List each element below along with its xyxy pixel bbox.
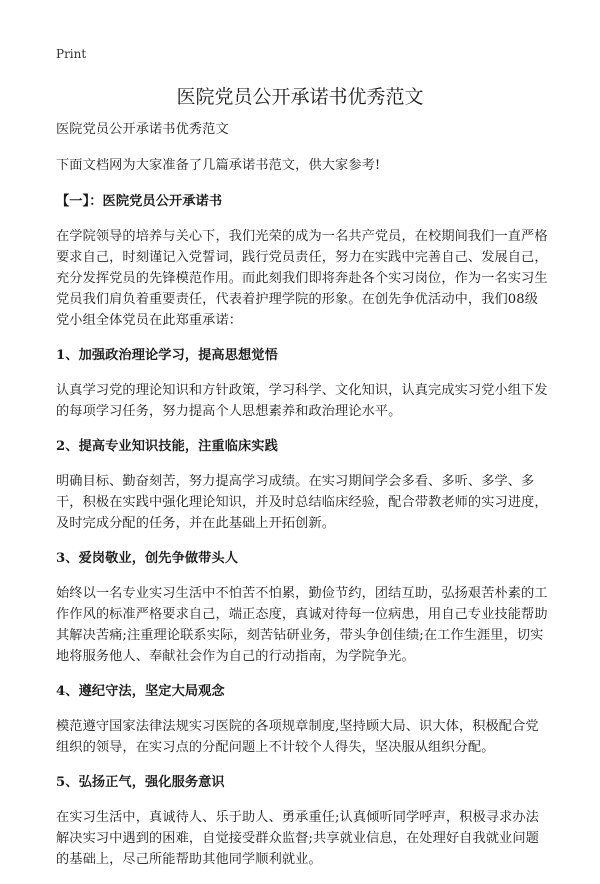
item-body: 模范遵守国家法律法规实习医院的各项规章制度,坚持顾大局、识大体，积极配合党组织的领导，在实习点的分配问题上不计较个人得失，坚决服从组织分配。	[56, 719, 539, 755]
opening-paragraph: 在学院领导的培养与关心下，我们光荣的成为一名共产党员，在校期间我们一直严格要求自己，时刻谨记入党誓词，践行党员责任，努力在实践中完善自己、发展自己，充分发挥党员的先锋模范作用。而此刻我们即将奔赴各个实习岗位，作为一名实习生党员我们肩负着重要责任，代表着护理学院的形象。在创先争优活动中，我们08级党小组全体党员在此郑重承诺：	[56, 229, 548, 328]
item-body: 认真学习党的理论知识和方针政策，学习科学、文化知识，认真完成实习党小组下发的每项学习任务，努力提高个人思想素养和政治理论水平。	[56, 383, 548, 419]
item-body: 始终以一名专业实习生活中不怕苦不怕累，勤俭节约，团结互助，弘扬艰苦朴素的工作作风的标准严格要求自己，端正态度，真诚对待每一位病患，用自己专业技能帮助其解决苦痛;注重理论联系实际，刻苦钻研业务，带头争创佳绩;在工作生涯里，切实地将服务他人、奉献社会作为自己的行动指南，为学院争光。	[56, 586, 548, 664]
item-heading: 5、弘扬正气，强化服务意识	[56, 775, 225, 790]
item-heading: 3、爱岗敬业，创先争做带头人	[56, 551, 239, 566]
document-subtitle: 医院党员公开承诺书优秀范文	[56, 122, 229, 137]
item-heading: 1、加强政治理论学习，提高思想觉悟	[56, 348, 278, 363]
document-title: 医院党员公开承诺书优秀范文	[176, 86, 424, 108]
item-heading: 2、提高专业知识技能，注重临床实践	[56, 439, 278, 454]
item-body: 明确目标、勤奋刻苦，努力提高学习成绩。在实习期间学会多看、多听、多学、多干，积极在实践中强化理论知识，并及时总结临床经验，配合带教老师的实习进度，及时完成分配的任务，并在此基础上开拓创新。	[56, 474, 548, 531]
section-label: 【一】：医院党员公开承诺书	[56, 194, 223, 209]
item-heading: 4、遵纪守法，坚定大局观念	[56, 684, 225, 699]
intro-text: 下面文档网为大家准备了几篇承诺书范文，供大家参考!	[56, 158, 381, 173]
print-label: Print	[56, 47, 87, 61]
item-body: 在实习生活中，真诚待人、乐于助人、勇承重任;认真倾听同学呼声，积极寻求办法解决实习中遇到的困难，自觉接受群众监督;共享就业信息，在处理好自我就业问题的基础上，尽己所能帮助其他同学顺利就业。	[56, 810, 539, 867]
document-body	[56, 119, 548, 884]
